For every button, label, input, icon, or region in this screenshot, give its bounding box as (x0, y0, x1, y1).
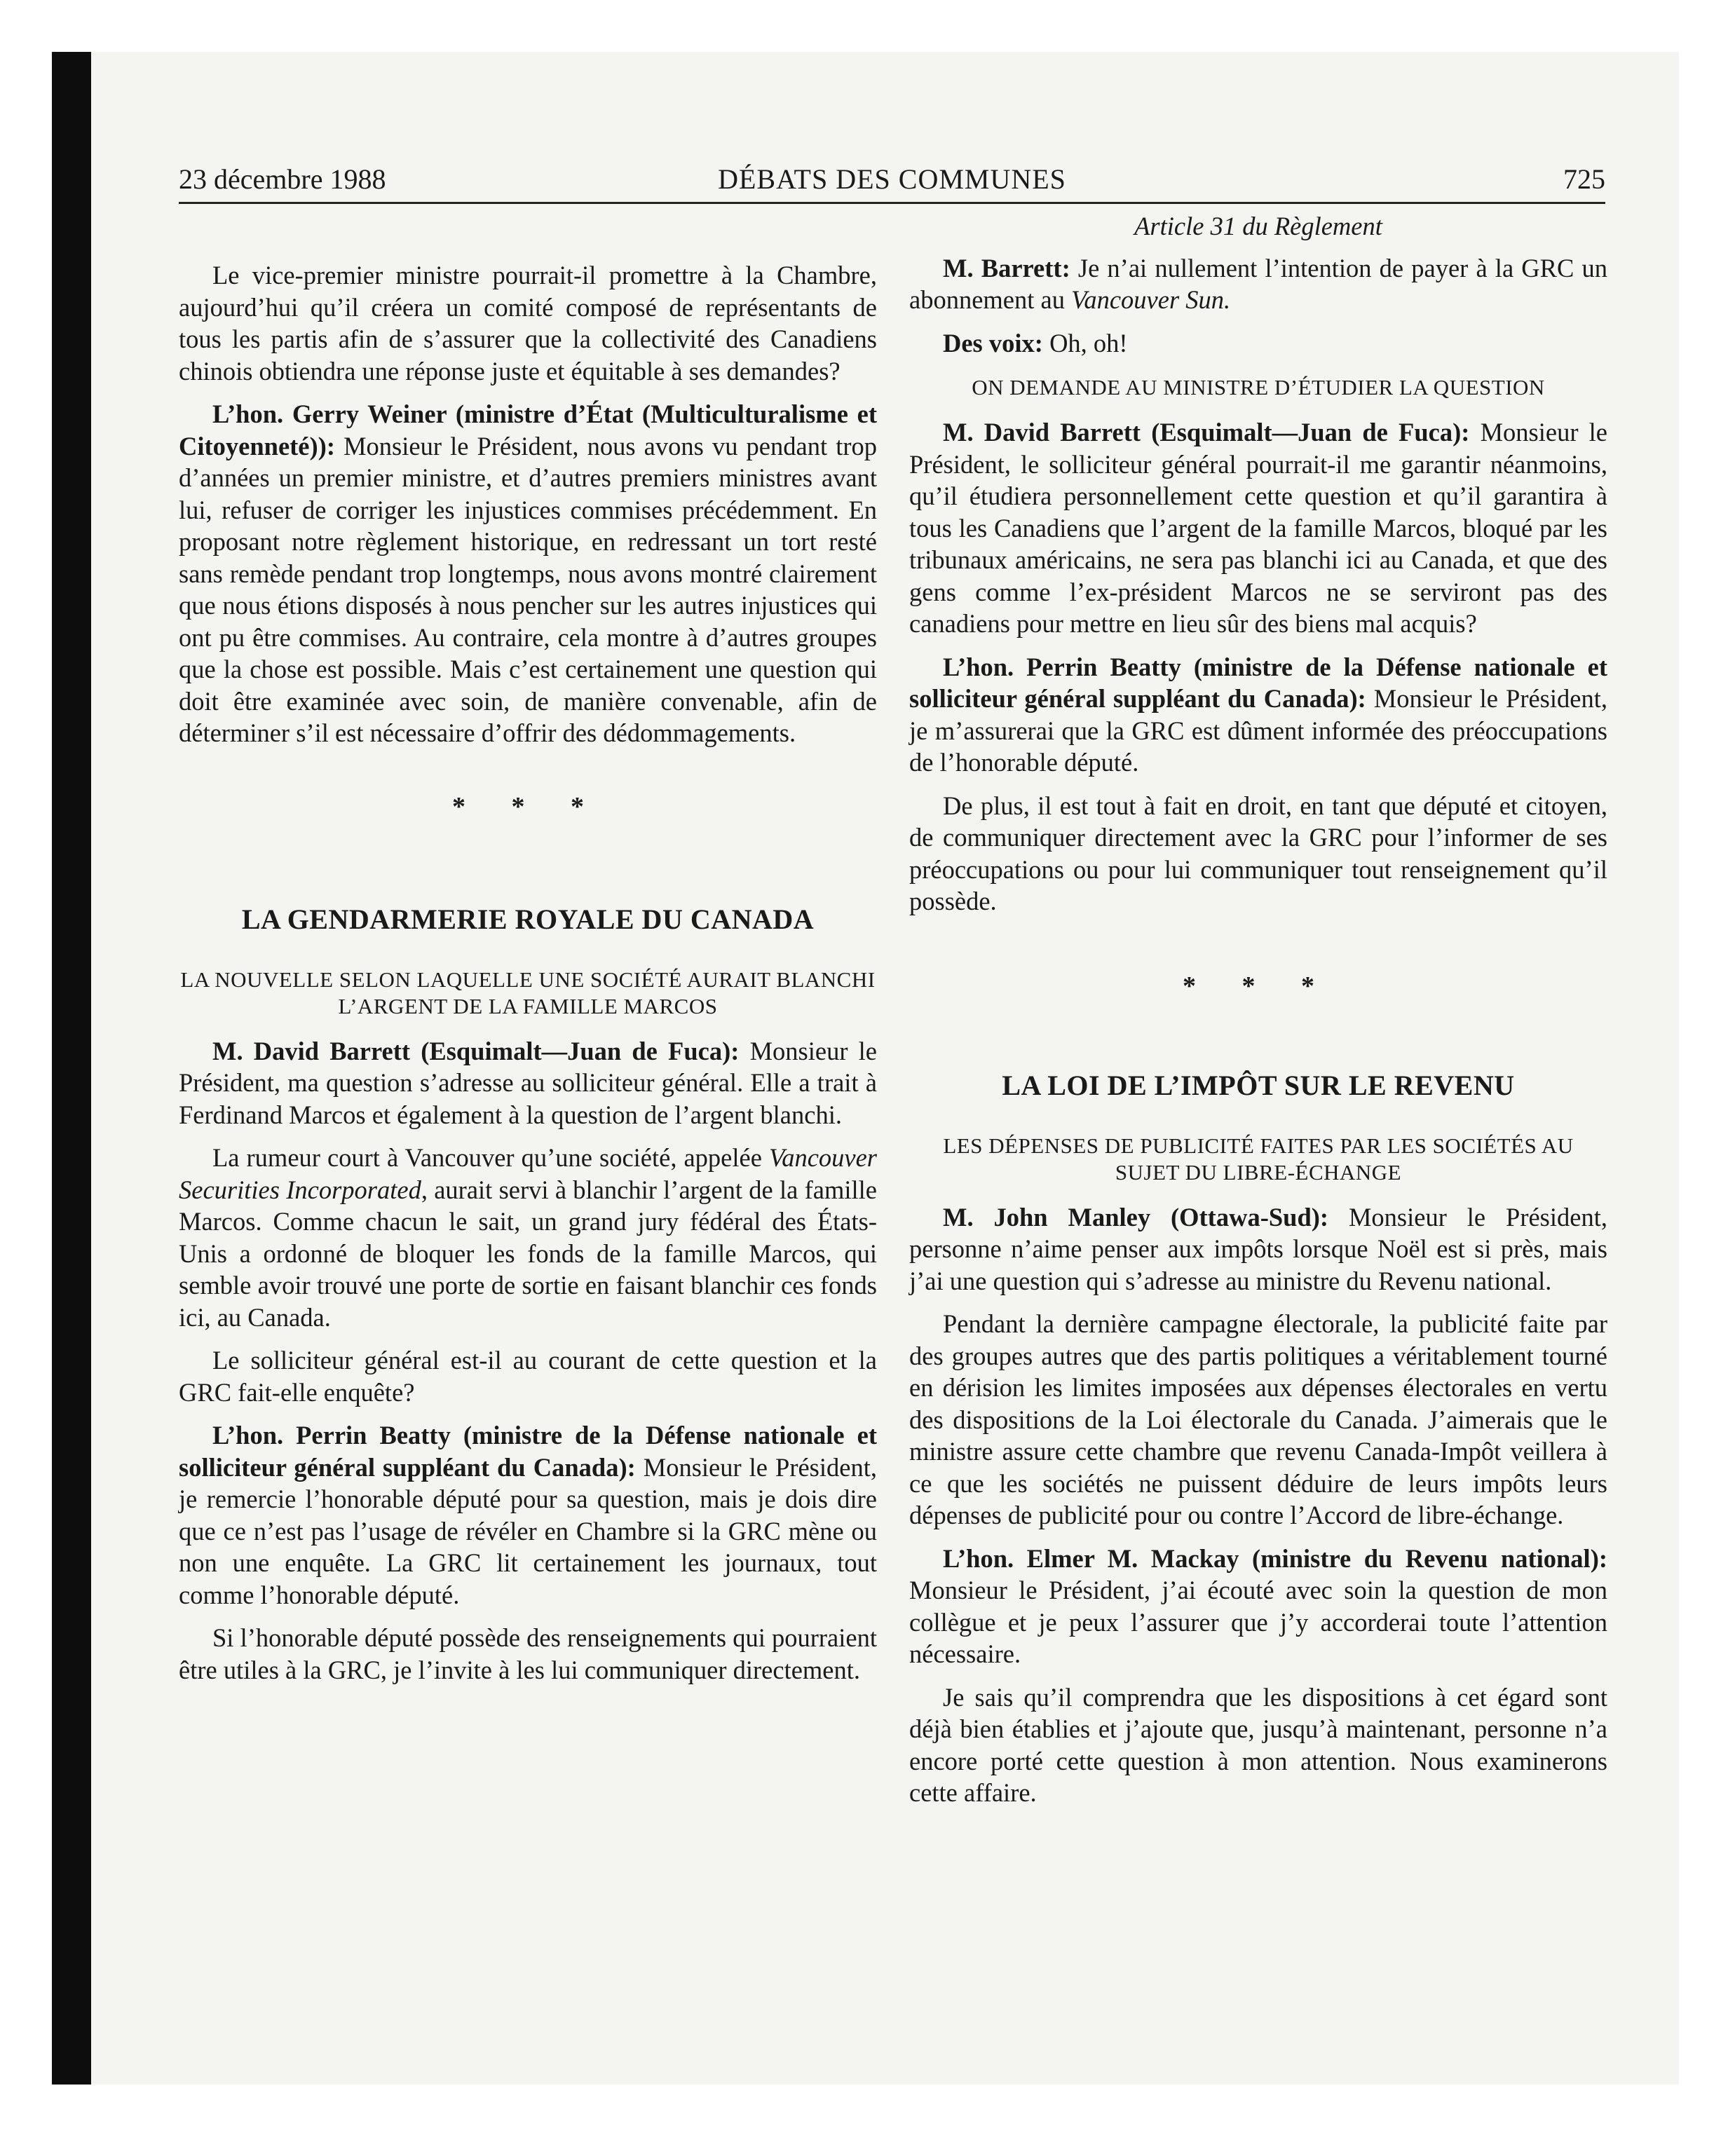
speaker-name: M. David Barrett (Esquimalt—Juan de Fuca): (212, 1036, 740, 1065)
paragraph: Si l’honorable député possède des renseignements qui pourraient être utiles à la GRC, je l’invite à les lui communiquer directement. (179, 1623, 877, 1684)
section-heading: LA LOI DE L’IMPÔT SUR LE REVENU (1002, 1070, 1515, 1101)
paragraph (909, 1201, 1607, 1297)
speech-text: Monsieur le Président, ma question s’adresse au solliciteur général. Elle a trait à Ferdinand Marcos et également à la question de l’argent blanchi. (179, 1036, 878, 1129)
speech-text: Je n’ai nullement l’intention de payer à la GRC un abonnement au (909, 253, 1607, 314)
scan-margin-bottom (0, 2085, 1735, 2156)
scan-binding-shadow (52, 52, 91, 2085)
speaker-name: M. Barrett: (943, 253, 1070, 282)
header-page-number: 725 (1563, 163, 1605, 195)
speech-text: , aurait servi à blanchir l’argent de la famille Marcos. Comme chacun le sait, un grand jury fédéral des États-Unis a ordonné de bloquer les fonds de la famille Marcos, qui semble avoir trouvé une porte de sortie en faisant blanchir ces fonds ici, au Canada. (179, 1175, 877, 1332)
paragraph: Pendant la dernière campagne électorale, la publicité faite par des groupes autres que des partis politiques a véritablement tourné en dérision les limites imposées aux dépenses électorales en vertu des dispositions de la Loi électorale du Canada. J’aimerais que le ministre assure cette chambre que revenu Canada-Impôt veillera à ce que les sociétés ne puissent déduire de leurs impôts leurs dépenses de publicité pour ou contre l’Accord de libre-échange. (909, 1309, 1607, 1529)
speaker-name: L’hon. Perrin Beatty (ministre de la Défense nationale et solliciteur général suppléant du Canada): (909, 652, 1607, 713)
paragraph: De plus, il est tout à fait en droit, en tant que député et citoyen, de communiquer directement avec la GRC pour l’informer de ses préoccupations ou pour lui communiquer tout renseignement qu’il possède. (909, 791, 1607, 915)
paragraph (179, 1419, 877, 1611)
scan-margin-right (1679, 0, 1735, 2156)
paragraph (909, 651, 1607, 779)
paragraph: Je sais qu’il comprendra que les dispositions à cet égard sont déjà bien établies et j’ajoute que, jusqu’à maintenant, personne n’a encore porté cette question à mon attention. Nous examinerons cette affaire. (909, 1682, 1607, 1807)
paragraph (179, 398, 877, 749)
speech-text: Monsieur le Président, le solliciteur général pourrait-il me garantir néanmoins, qu’il étudiera personnellement cette question et qu’il garantira à tous les Canadiens que l’argent de la famille Marcos, bloqué par les tribunaux américains, ne sera pas blanchi ici au Canada, et que des gens comme l’ex-président Marcos ne se serviront pas des canadiens pour mettre en lieu sûr des biens mal acquis? (909, 418, 1608, 638)
section-separator: * * * (1183, 971, 1334, 1001)
page-header (179, 163, 1605, 204)
speaker-name: M. John Manley (Ottawa-Sud): (943, 1202, 1329, 1231)
paragraph (909, 252, 1607, 316)
paragraph (179, 1035, 877, 1131)
paragraph (909, 416, 1607, 640)
speech-text: Monsieur le Président, nous avons vu pendant trop d’années un premier ministre, et d’autres premiers ministres avant lui, refuser de corriger les injustices commises précédemment. En proposant notre règlement historique, en redressant un tort resté sans remède pendant trop longtemps, nous avons montré clairement que nous étions disposés à nous pencher sur les autres injustices qui ont pu être commises. Au contraire, cela montre à d’autres groupes que la chose est possible. Mais c’est certainement une question qui doit être examinée avec soin, de manière convenable, afin de déterminer s’il est nécessaire d’offrir des dédommagements. (179, 431, 877, 747)
speaker-name: L’hon. Perrin Beatty (ministre de la Défense nationale et solliciteur général suppléant du Canada): (179, 1421, 877, 1482)
scan-margin-top (0, 0, 1735, 52)
speech-text: Monsieur le Président, je m’assurerai que la GRC est dûment informée des préoccupations de l’honorable député. (909, 684, 1607, 777)
speech-text: Monsieur le Président, je remercie l’honorable député pour sa question, mais je dois dire que ce n’est pas l’usage de révéler en Chambre si la GRC mène ou non une enquête. La GRC lit certainement les journaux, tout comme l’honorable député. (179, 1452, 877, 1609)
header-title: DÉBATS DES COMMUNES (718, 163, 1066, 195)
speech-text: Monsieur le Président, personne n’aime penser aux impôts lorsque Noël est si près, mais j’ai une question qui s’adresse au ministre du Revenu national. (909, 1202, 1607, 1295)
speaker-name: L’hon. Elmer M. Mackay (ministre du Revenu national): (943, 1543, 1607, 1573)
paragraph: Le solliciteur général est-il au courant de cette question et la GRC fait-elle enquête? (179, 1346, 877, 1407)
header-date: 23 décembre 1988 (179, 163, 386, 195)
subheading: LA NOUVELLE SELON LAQUELLE UNE SOCIÉTÉ AURAIT BLANCHI L’ARGENT DE LA FAMILLE MARCOS (180, 967, 876, 1018)
paragraph (909, 1543, 1607, 1670)
speech-text: La rumeur court à Vancouver qu’une société, appelée (212, 1143, 769, 1172)
paragraph (179, 1142, 877, 1333)
subheading: LES DÉPENSES DE PUBLICITÉ FAITES PAR LES SOCIÉTÉS AU SUJET DU LIBRE-ÉCHANGE (943, 1133, 1574, 1185)
company-name: Vancouver Securities Incorporated (179, 1143, 877, 1204)
speaker-name: L’hon. Gerry Weiner (ministre d’État (Multiculturalisme et Citoyenneté)): (179, 400, 877, 460)
paragraph: Le vice-premier ministre pourrait-il promettre à la Chambre, aujourd’hui qu’il créera un comité composé de représentants de tous les partis afin de s’assurer que la collectivité des Canadiens chinois obtiendra une réponse juste et équitable à ses demandes? (179, 261, 877, 386)
section-heading: LA GENDARMERIE ROYALE DU CANADA (241, 903, 815, 935)
paragraph (909, 327, 1607, 360)
speech-text: Oh, oh! (1042, 328, 1128, 357)
section-separator: * * * (452, 791, 604, 821)
rule-reference: Article 31 du Règlement (1134, 212, 1382, 240)
right-column (909, 210, 1607, 1820)
left-column (179, 210, 877, 1697)
speaker-name: Des voix: (943, 328, 1043, 357)
speaker-name: M. David Barrett (Esquimalt—Juan de Fuca): (943, 418, 1470, 446)
subheading: ON DEMANDE AU MINISTRE D’ÉTUDIER LA QUESTION (972, 375, 1545, 400)
speech-text: Monsieur le Président, j’ai écouté avec soin la question de mon collègue et je peux l’assurer que j’y accorderai toute l’attention nécessaire. (909, 1576, 1607, 1668)
newspaper-name: Vancouver Sun. (1071, 285, 1231, 314)
scan-margin-left (0, 0, 52, 2156)
